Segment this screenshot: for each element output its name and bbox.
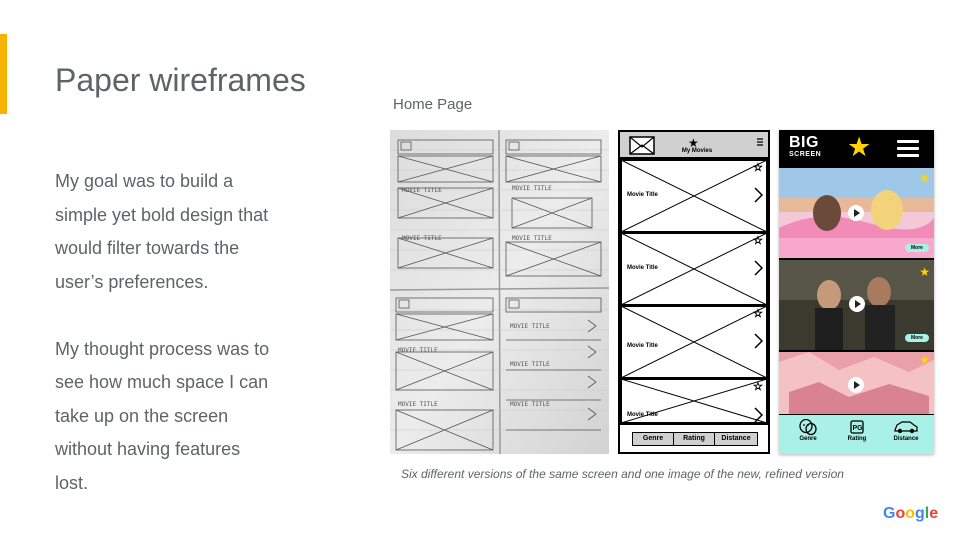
app-logo-subtitle: SCREEN bbox=[789, 151, 822, 158]
play-button[interactable] bbox=[848, 377, 864, 393]
wireframe-row-title: Movie Title bbox=[627, 192, 658, 198]
body-line: without having features bbox=[55, 439, 241, 459]
sketch-label: MOVIE TITLE bbox=[398, 401, 438, 408]
body-line: user’s preferences. bbox=[55, 271, 209, 292]
wireframe-header-title: My Movies bbox=[681, 148, 713, 154]
wireframe-row-title: Movie Title bbox=[627, 343, 658, 349]
logo-letter: g bbox=[915, 505, 925, 522]
wireframe-row-title: Movie Title bbox=[627, 265, 658, 271]
nav-rating-label: Rating bbox=[847, 436, 867, 442]
svg-text:★: ★ bbox=[688, 136, 699, 150]
body-line: see how much space I can bbox=[55, 372, 269, 392]
google-logo bbox=[883, 505, 938, 523]
movie-tile bbox=[779, 168, 934, 258]
sketch-label: MOVIE TITLE bbox=[510, 401, 550, 408]
svg-text:☆: ☆ bbox=[753, 235, 763, 247]
svg-text:☆: ☆ bbox=[753, 162, 763, 174]
movie-tile bbox=[779, 260, 934, 350]
svg-text:☆: ☆ bbox=[753, 308, 763, 320]
logo-letter: o bbox=[905, 505, 916, 522]
menu-icon bbox=[897, 140, 919, 158]
body-line: simple yet bold design that bbox=[55, 204, 269, 225]
wireframe-filter-rating: Rating bbox=[673, 432, 715, 446]
body-text bbox=[55, 165, 315, 500]
body-line: My goal was to build a bbox=[55, 171, 234, 191]
play-button[interactable] bbox=[849, 296, 865, 312]
nav-rating[interactable] bbox=[837, 419, 877, 442]
sketch-label: MOVIE TITLE bbox=[510, 323, 550, 330]
more-button[interactable]: More bbox=[905, 334, 929, 342]
car-icon bbox=[893, 419, 919, 436]
pg-rating-icon bbox=[849, 419, 865, 436]
logo-letter: o bbox=[895, 505, 906, 522]
final-app-screen bbox=[779, 130, 934, 454]
play-button[interactable] bbox=[848, 205, 864, 221]
favorite-star-icon[interactable]: ★ bbox=[919, 171, 930, 185]
slide-title: Paper wireframes bbox=[55, 62, 306, 98]
logo-letter: l bbox=[924, 505, 930, 522]
sketch-label: MOVIE TITLE bbox=[512, 185, 552, 192]
app-logo: BIG bbox=[789, 134, 819, 151]
body-line: lost. bbox=[55, 472, 89, 493]
app-header bbox=[779, 130, 934, 167]
body-line: would filter towards the bbox=[55, 238, 240, 258]
paper-sketch-image bbox=[390, 130, 609, 454]
favorite-star-icon[interactable]: ★ bbox=[919, 353, 930, 367]
nav-distance-label: Distance bbox=[893, 436, 919, 442]
svg-text:☆: ☆ bbox=[753, 381, 763, 393]
wireframe-row-title: Movie Title bbox=[627, 412, 658, 418]
body-line: take up on the screen bbox=[55, 405, 229, 426]
bottom-filter-bar bbox=[779, 415, 934, 454]
svg-text:PG: PG bbox=[852, 425, 863, 432]
theater-masks-icon bbox=[799, 419, 817, 436]
movie-tile bbox=[779, 352, 934, 414]
image-caption: Six different versions of the same screen and one image of the new, refined version bbox=[401, 467, 844, 481]
sketch-label: MOVIE TITLE bbox=[402, 235, 442, 242]
section-label: Home Page bbox=[393, 96, 473, 113]
logo-letter: e bbox=[929, 505, 939, 522]
body-line: My thought process was to bbox=[55, 338, 270, 359]
logo-letter: G bbox=[883, 505, 896, 522]
sketch-label: MOVIE TITLE bbox=[398, 347, 438, 354]
sketch-label: MOVIE TITLE bbox=[512, 235, 552, 242]
sketch-label: MOVIE TITLE bbox=[510, 361, 550, 368]
favorite-star-icon[interactable]: ★ bbox=[919, 265, 930, 279]
nav-distance[interactable] bbox=[886, 419, 926, 442]
more-button[interactable]: More bbox=[905, 244, 929, 252]
nav-genre-label: Genre bbox=[799, 436, 817, 442]
nav-genre[interactable] bbox=[788, 419, 828, 442]
wireframe-filter-genre: Genre bbox=[632, 432, 674, 446]
sketch-label: MOVIE TITLE bbox=[402, 187, 442, 194]
accent-bar bbox=[0, 34, 7, 114]
wireframe-filter-distance: Distance bbox=[714, 432, 758, 446]
star-icon: ★ bbox=[847, 132, 872, 162]
digital-wireframe bbox=[618, 130, 770, 454]
